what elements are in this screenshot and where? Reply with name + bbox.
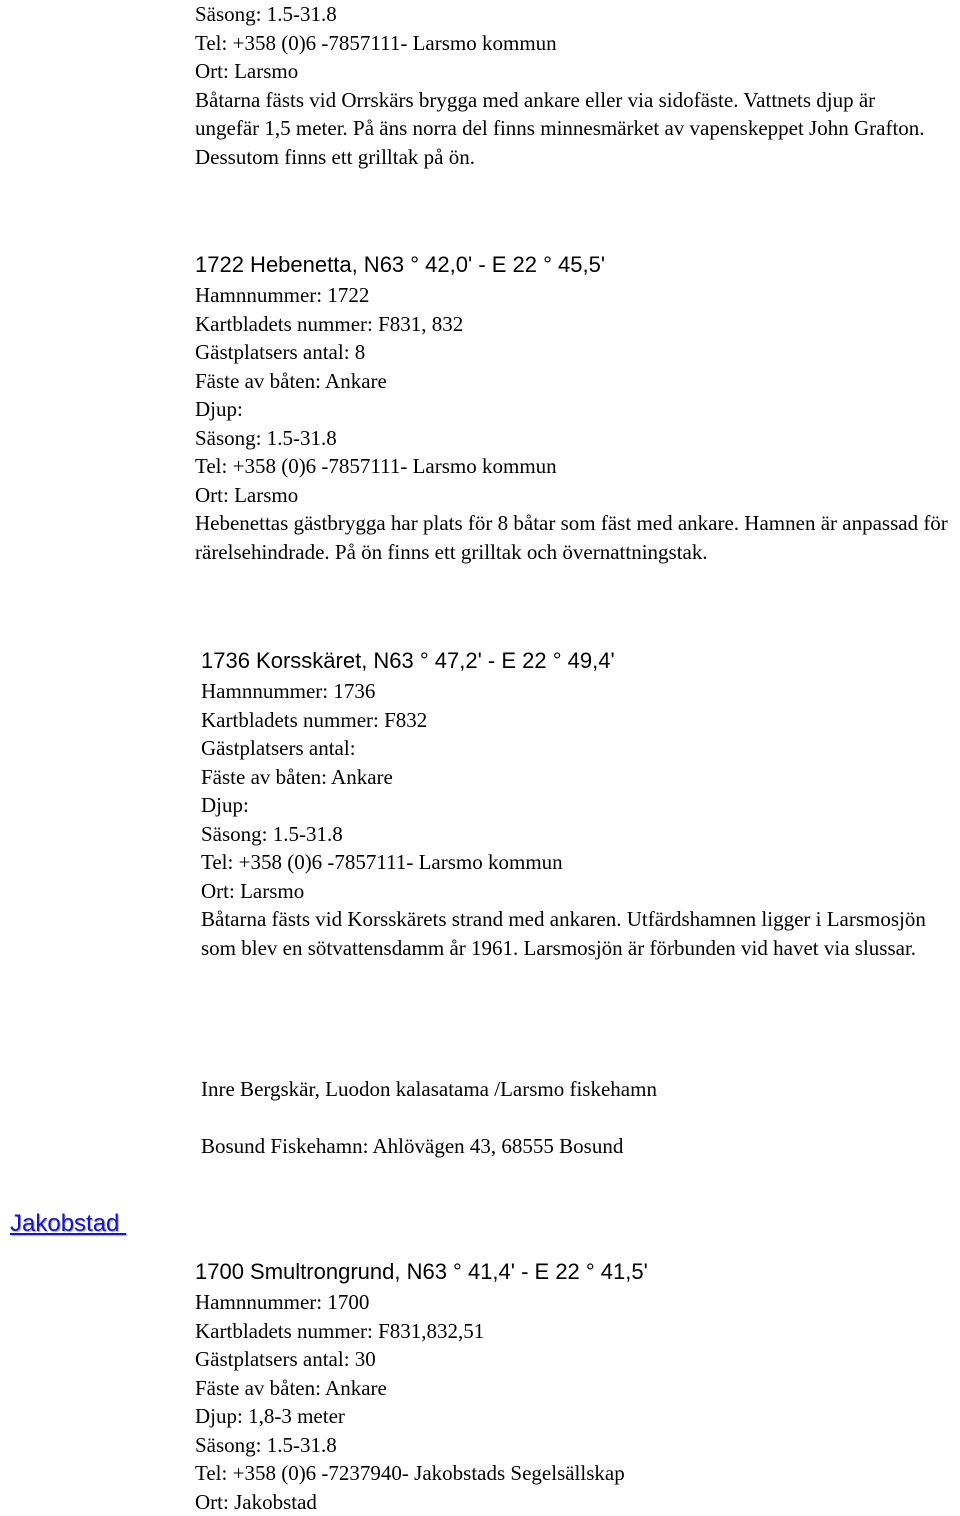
season-line: Säsong: 1.5-31.8 xyxy=(195,424,960,453)
harbor-entry-1700 xyxy=(195,1258,960,1516)
harbor-description: Båtarna fästs vid Orrskärs brygga med ankare eller via sidofäste. Vattnets djup är ungefär 1,5 meter. På äns norra del finns minnesmärket av vapenskeppet John Grafton. Dessutom finns ett grilltak på ön. xyxy=(195,86,935,172)
mooring-type: Fäste av båten: Ankare xyxy=(195,367,960,396)
mooring-type: Fäste av båten: Ankare xyxy=(201,763,960,792)
other-harbor-inre-bergskar: Inre Bergskär, Luodon kalasatama /Larsmo fiskehamn xyxy=(201,1075,657,1103)
guest-berths: Gästplatsers antal: 8 xyxy=(195,338,960,367)
harbor-heading: 1700 Smultrongrund, N63 ° 41,4' - E 22 ° 41,5' xyxy=(195,1258,960,1286)
phone-line: Tel: +358 (0)6 -7857111- Larsmo kommun xyxy=(195,452,960,481)
guest-berths: Gästplatsers antal: 30 xyxy=(195,1345,960,1374)
season-line: Säsong: 1.5-31.8 xyxy=(195,0,935,29)
harbor-entry-1722 xyxy=(195,251,960,566)
guest-berths: Gästplatsers antal: xyxy=(201,734,960,763)
harbor-heading: 1736 Korsskäret, N63 ° 47,2' - E 22 ° 49,4' xyxy=(201,647,960,675)
harbor-number: Hamnnummer: 1722 xyxy=(195,281,960,310)
region-link-jakobstad[interactable]: Jakobstad xyxy=(10,1210,126,1238)
phone-line: Tel: +358 (0)6 -7857111- Larsmo kommun xyxy=(195,29,935,58)
harbor-heading: 1722 Hebenetta, N63 ° 42,0' - E 22 ° 45,5' xyxy=(195,251,960,279)
harbor-number: Hamnnummer: 1736 xyxy=(201,677,960,706)
phone-line: Tel: +358 (0)6 -7857111- Larsmo kommun xyxy=(201,848,960,877)
season-line: Säsong: 1.5-31.8 xyxy=(201,820,960,849)
intro-section xyxy=(195,0,935,171)
chart-number: Kartbladets nummer: F832 xyxy=(201,706,960,735)
harbor-description: Hebenettas gästbrygga har plats för 8 båtar som fäst med ankare. Hamnen är anpassad för rärelsehindrade. På ön finns ett grilltak och övernattningstak. xyxy=(195,509,960,566)
other-harbor-bosund: Bosund Fiskehamn: Ahlövägen 43, 68555 Bosund xyxy=(201,1132,623,1160)
mooring-type: Fäste av båten: Ankare xyxy=(195,1374,960,1403)
place-line: Ort: Larsmo xyxy=(195,57,935,86)
depth: Djup: 1,8-3 meter xyxy=(195,1402,960,1431)
chart-number: Kartbladets nummer: F831, 832 xyxy=(195,310,960,339)
depth: Djup: xyxy=(201,791,960,820)
season-line: Säsong: 1.5-31.8 xyxy=(195,1431,960,1460)
place-line: Ort: Larsmo xyxy=(195,481,960,510)
harbor-entry-1736 xyxy=(201,647,960,962)
phone-line: Tel: +358 (0)6 -7237940- Jakobstads Segelsällskap xyxy=(195,1459,960,1488)
harbor-number: Hamnnummer: 1700 xyxy=(195,1288,960,1317)
harbor-description: Båtarna fästs vid Korsskärets strand med ankaren. Utfärdshamnen ligger i Larsmosjön som blev en sötvattensdamm år 1961. Larsmosjön är förbunden vid havet via slussar. xyxy=(201,905,960,962)
depth: Djup: xyxy=(195,395,960,424)
chart-number: Kartbladets nummer: F831,832,51 xyxy=(195,1317,960,1346)
place-line: Ort: Larsmo xyxy=(201,877,960,906)
place-line: Ort: Jakobstad xyxy=(195,1488,960,1516)
